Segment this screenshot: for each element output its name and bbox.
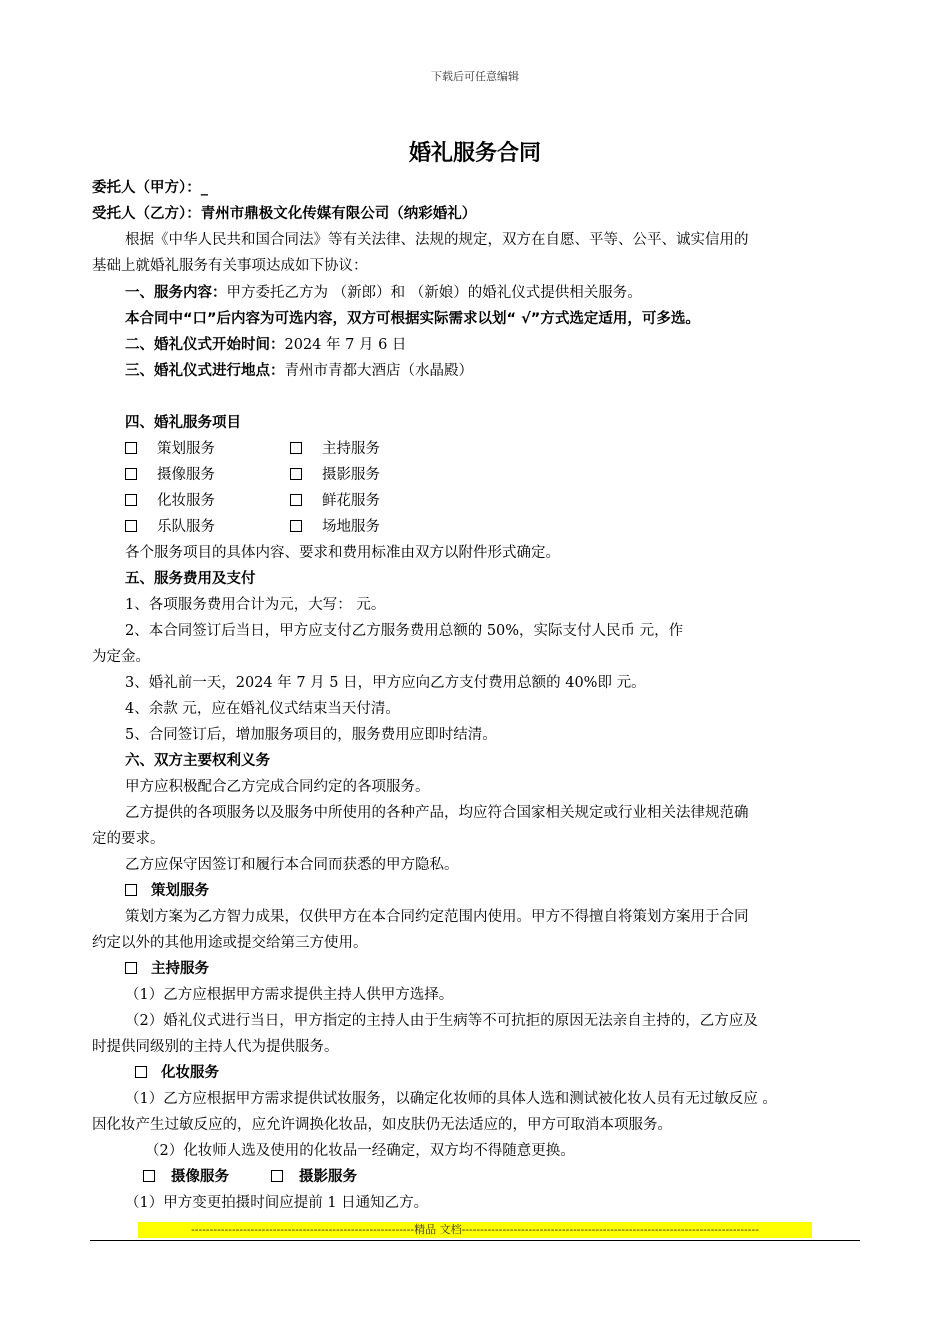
service-row (125, 491, 380, 511)
service-checkbox[interactable] (290, 442, 302, 454)
video-1: （1）甲方变更拍摄时间应提前 1 日通知乙方。 (125, 1195, 429, 1211)
service-label: 鲜花服务 (322, 493, 380, 509)
section-3-label: 三、婚礼仪式进行地点： (125, 363, 285, 379)
plan-text-a: 策划方案为乙方智力成果，仅供甲方在本合同约定范围内使用。甲方不得擅自将策划方案用于合同 (125, 909, 749, 925)
video-checkbox[interactable] (143, 1170, 155, 1182)
photo-checkbox[interactable] (271, 1170, 283, 1182)
service-checkbox[interactable] (125, 442, 137, 454)
makeup-label: 化妆服务 (161, 1065, 219, 1081)
rights-2b: 定的要求。 (92, 831, 165, 847)
host-heading (125, 959, 209, 979)
section-4-note: 各个服务项目的具体内容、要求和费用标准由双方以附件形式确定。 (125, 545, 560, 561)
service-label: 场地服务 (322, 519, 380, 535)
service-label: 主持服务 (322, 441, 380, 457)
service-row (125, 439, 380, 459)
makeup-2: （2）化妆师人选及使用的化妆品一经确定，双方均不得随意更换。 (145, 1143, 575, 1159)
optional-note: 本合同中“口”后内容为可选内容，双方可根据实际需求以划“ √”方式选定适用，可多选。 (125, 311, 700, 327)
video-label: 摄像服务 (171, 1169, 229, 1185)
section-2-text: 2024 年 7 月 6 日 (284, 337, 407, 353)
service-label: 乐队服务 (157, 519, 215, 535)
footer-band: ------------------------------------------------------------精品 文档-------------------------------------------------------------------------------- (138, 1222, 812, 1238)
makeup-1a: （1）乙方应根据甲方需求提供试妆服务，以确定化妆师的具体人选和测试被化妆人员有无过敏反应 。 (125, 1091, 777, 1107)
fee-2a: 2、本合同签订后当日，甲方应支付乙方服务费用总额的 50%，实际支付人民币 元，作 (125, 623, 684, 639)
section-2 (125, 335, 406, 355)
host-2a: （2）婚礼仪式进行当日，甲方指定的主持人由于生病等不可抗拒的原因无法亲自主持的，乙方应及 (125, 1013, 758, 1029)
rights-1: 甲方应积极配合乙方完成合同约定的各项服务。 (125, 779, 430, 795)
service-checkbox[interactable] (125, 494, 137, 506)
fee-4: 4、余款 元，应在婚礼仪式结束当天付清。 (125, 701, 400, 717)
service-checkbox[interactable] (290, 468, 302, 480)
fee-1: 1、各项服务费用合计为元，大写： 元。 (125, 597, 386, 613)
service-label: 化妆服务 (157, 493, 215, 509)
service-label: 摄像服务 (157, 467, 215, 483)
section-3-text: 青州市青都大酒店（水晶殿） (284, 363, 473, 379)
service-row (125, 517, 380, 537)
video-photo-heading (143, 1167, 357, 1187)
makeup-1b: 因化妆产生过敏反应的，应允许调换化妆品，如皮肤仍无法适应的，甲方可取消本项服务。 (92, 1117, 672, 1133)
section-3 (125, 361, 473, 381)
host-1: （1）乙方应根据甲方需求提供主持人供甲方选择。 (125, 987, 454, 1003)
section-1-text: 甲方委托乙方为 （新郎）和 （新娘）的婚礼仪式提供相关服务。 (226, 285, 642, 301)
rights-2a: 乙方提供的各项服务以及服务中所使用的各种产品，均应符合国家相关规定或行业相关法律规范确 (125, 805, 749, 821)
section-2-label: 二、婚礼仪式开始时间： (125, 337, 285, 353)
plan-text-b: 约定以外的其他用途或提交给第三方使用。 (92, 935, 368, 951)
photo-label: 摄影服务 (299, 1169, 357, 1185)
host-checkbox[interactable] (125, 962, 137, 974)
intro-line-2: 基础上就婚礼服务有关事项达成如下协议： (92, 258, 368, 274)
host-2b: 时提供同级别的主持人代为提供服务。 (92, 1039, 339, 1055)
service-checkbox[interactable] (290, 520, 302, 532)
fee-5: 5、合同签订后，增加服务项目的，服务费用应即时结清。 (125, 727, 497, 743)
section-6-label: 六、双方主要权利义务 (125, 753, 270, 769)
footer-rule (90, 1240, 860, 1241)
host-label: 主持服务 (151, 961, 209, 977)
makeup-heading (135, 1063, 219, 1083)
plan-heading (125, 881, 209, 901)
section-1 (125, 283, 642, 303)
fee-2b: 为定金。 (92, 649, 150, 665)
fee-3: 3、婚礼前一天，2024 年 7 月 5 日，甲方应向乙方支付费用总额的 40%即 元。 (125, 675, 646, 691)
plan-checkbox[interactable] (125, 884, 137, 896)
header-note: 下载后可任意编辑 (431, 70, 519, 83)
section-4-label: 四、婚礼服务项目 (125, 415, 241, 431)
section-5-label: 五、服务费用及支付 (125, 571, 256, 587)
document-title: 婚礼服务合同 (408, 141, 541, 166)
service-checkbox[interactable] (290, 494, 302, 506)
service-checkbox[interactable] (125, 468, 137, 480)
party-b: 受托人（乙方）：青州市鼎极文化传媒有限公司（纳彩婚礼） (92, 206, 477, 222)
party-a: 委托人（甲方）：_ (92, 180, 208, 196)
section-1-label: 一、服务内容： (125, 285, 227, 301)
service-row (125, 465, 380, 485)
service-label: 策划服务 (157, 441, 215, 457)
service-checkbox[interactable] (125, 520, 137, 532)
service-label: 摄影服务 (322, 467, 380, 483)
intro-line-1: 根据《中华人民共和国合同法》等有关法律、法规的规定，双方在自愿、平等、公平、诚实信用的 (125, 232, 749, 248)
rights-3: 乙方应保守因签订和履行本合同而获悉的甲方隐私。 (125, 857, 459, 873)
plan-label: 策划服务 (151, 883, 209, 899)
makeup-checkbox[interactable] (135, 1066, 147, 1078)
